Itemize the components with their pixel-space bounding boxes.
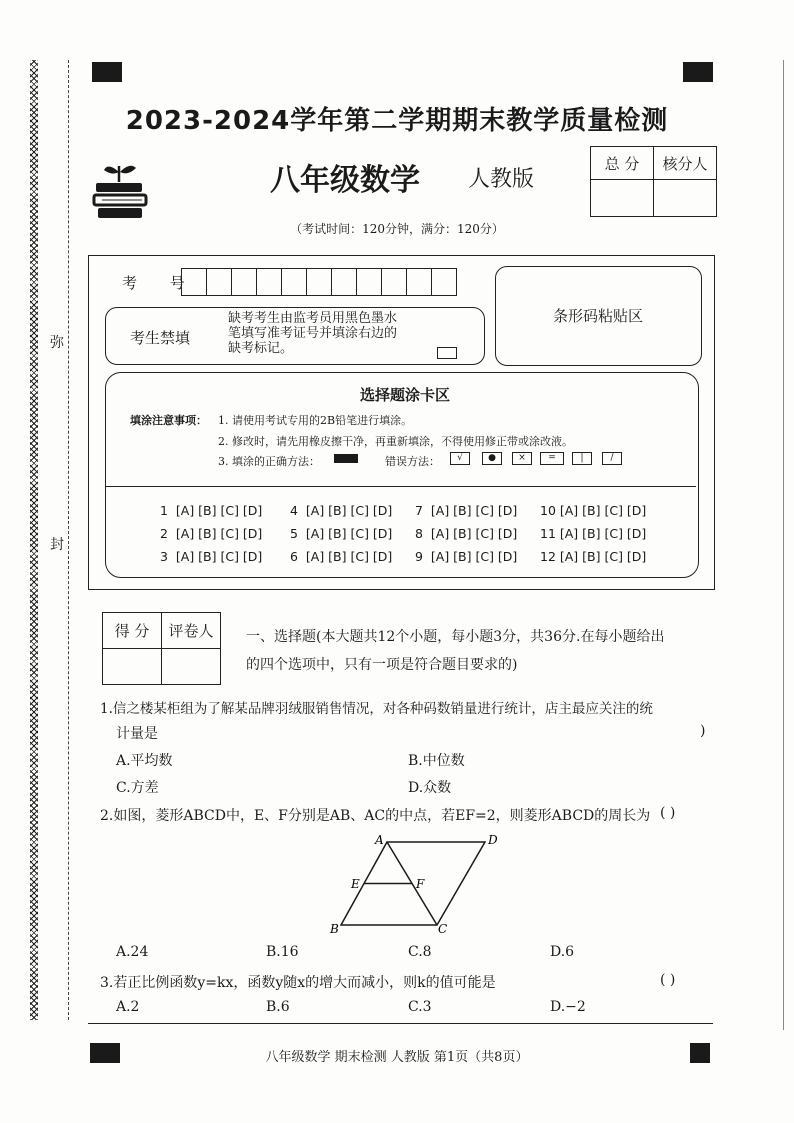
wrong-method-label: 错误方法： (385, 455, 440, 468)
question-2-option-b: B.16 (266, 944, 299, 960)
wrong-mark-slash: / (602, 452, 622, 465)
exam-number-digit[interactable] (331, 268, 357, 296)
mc-answer-row-12[interactable]: 12 [A] [B] [C] [D] (540, 549, 647, 564)
mc-answer-row-2[interactable]: 2 [A] [B] [C] [D] (160, 526, 263, 541)
mc-answer-row-11[interactable]: 11 [A] [B] [C] [D] (540, 526, 647, 541)
section-score-header: 得 分 (103, 613, 162, 649)
question-2-answer-paren[interactable]: ( ) (660, 805, 676, 821)
vertex-label-d: D (488, 833, 498, 847)
section-grader-header: 评卷人 (162, 613, 221, 649)
vertex-label-a: A (375, 833, 384, 847)
section-1-heading-line-1: 一、选择题(本大题共12个小题，每小题3分，共36分.在每小题给出 (246, 629, 665, 645)
mc-answer-row-10[interactable]: 10 [A] [B] [C] [D] (540, 503, 647, 518)
exam-time-note: （考试时间：120分钟，满分：120分） (290, 222, 504, 236)
exam-number-digit[interactable] (306, 268, 332, 296)
exam-number-digit[interactable] (181, 268, 207, 296)
right-edge-line (783, 60, 784, 1030)
question-2-option-c: C.8 (408, 944, 432, 960)
section-1-heading-line-2: 的四个选项中，只有一项是符合题目要求的) (246, 657, 518, 673)
point-label-e: E (351, 877, 360, 891)
registration-mark-top-left (92, 62, 122, 82)
mc-card-title: 选择题涂卡区 (359, 386, 450, 404)
question-1-line-1: 1.信之楼某柜组为了解某品牌羽绒服销售情况，对各种码数销量进行统计，店主最应关注的统 (100, 701, 653, 717)
barcode-label: 条形码粘贴区 (552, 307, 643, 325)
forbidden-label: 考生禁填 (130, 329, 191, 347)
forbidden-instructions: 缺考考生由监考员用黑色墨水 笔填写准考证号并填涂右边的 缺考标记。 (228, 311, 398, 356)
notes-label: 填涂注意事项： (130, 414, 207, 427)
question-1-option-d: D.众数 (408, 780, 452, 796)
question-2-line-1: 2.如图，菱形ABCD中，E、F分别是AB、AC的中点，若EF=2，则菱形ABCD的周长为 (100, 808, 651, 824)
mc-answer-row-5[interactable]: 5 [A] [B] [C] [D] (290, 526, 393, 541)
mc-answer-row-3[interactable]: 3 [A] [B] [C] [D] (160, 549, 263, 564)
wrong-mark-dot: ● (482, 452, 502, 465)
question-3-option-d: D.−2 (550, 999, 586, 1015)
exam-number-boxes[interactable] (182, 268, 457, 296)
seal-mark-2: 封 (50, 532, 64, 556)
section-score-cell[interactable] (103, 649, 162, 685)
point-label-f: F (416, 877, 425, 891)
exam-title: 2023-2024学年第二学期期末教学质量检测 (125, 106, 669, 136)
section-grader-cell[interactable] (162, 649, 221, 685)
wrong-mark-lines: = (540, 452, 564, 465)
wrong-mark-cross: × (512, 452, 532, 465)
question-3-option-c: C.3 (408, 999, 432, 1015)
question-1-option-c: C.方差 (116, 780, 159, 796)
question-2-option-a: A.24 (116, 944, 149, 960)
question-1-line-2: 计量是 (116, 726, 158, 742)
exam-number-digit[interactable] (281, 268, 307, 296)
exam-number-digit[interactable] (231, 268, 257, 296)
question-3-option-b: B.6 (266, 999, 290, 1015)
question-1-option-a: A.平均数 (116, 753, 173, 769)
exam-number-digit[interactable] (381, 268, 407, 296)
total-score-header: 总 分 (591, 147, 654, 180)
question-2-option-d: D.6 (550, 944, 575, 960)
total-score-cell[interactable] (591, 180, 654, 217)
wrong-mark-bar: | (572, 452, 592, 465)
section-grader-table (102, 612, 221, 685)
footer-rule (88, 1023, 713, 1024)
rhombus-figure (325, 830, 505, 940)
correct-fill-sample (334, 454, 358, 463)
exam-number-digit[interactable] (406, 268, 432, 296)
question-3-answer-paren[interactable]: ( ) (660, 972, 676, 988)
checker-cell[interactable] (654, 180, 717, 217)
binding-border (30, 60, 38, 1020)
exam-number-digit[interactable] (256, 268, 282, 296)
mc-answer-row-1[interactable]: 1 [A] [B] [C] [D] (160, 503, 263, 518)
edition-label: 人教版 (468, 167, 535, 192)
total-score-table (590, 146, 717, 217)
question-3-option-a: A.2 (116, 999, 140, 1015)
vertex-label-b: B (330, 922, 339, 936)
exam-number-digit[interactable] (356, 268, 382, 296)
exam-number-label: 考 号 (122, 274, 199, 292)
note-1: 1. 请使用考试专用的2B铅笔进行填涂。 (218, 414, 413, 427)
absent-mark-box[interactable] (437, 347, 457, 359)
book-plant-icon (92, 160, 150, 222)
mc-answer-row-6[interactable]: 6 [A] [B] [C] [D] (290, 549, 393, 564)
seal-line (68, 60, 69, 1020)
mc-answer-row-9[interactable]: 9 [A] [B] [C] [D] (415, 549, 518, 564)
mc-answer-row-4[interactable]: 4 [A] [B] [C] [D] (290, 503, 393, 518)
mc-card-divider (106, 486, 696, 487)
question-1-option-b: B.中位数 (408, 753, 465, 769)
note-3: 3. 填涂的正确方法： (218, 455, 320, 468)
checker-header: 核分人 (654, 147, 717, 180)
exam-number-digit[interactable] (206, 268, 232, 296)
vertex-label-c: C (438, 922, 448, 936)
exam-number-digit[interactable] (431, 268, 457, 296)
subject-title: 八年级数学 (270, 163, 420, 198)
mc-answer-row-8[interactable]: 8 [A] [B] [C] [D] (415, 526, 518, 541)
note-2: 2. 修改时，请先用橡皮擦干净，再重新填涂，不得使用修正带或涂改液。 (218, 435, 573, 448)
question-1-answer-paren[interactable]: ) (700, 723, 706, 739)
question-3-line-1: 3.若正比例函数y=kx，函数y随x的增大而减小，则k的值可能是 (100, 975, 496, 991)
wrong-mark-check: √ (450, 452, 470, 465)
registration-mark-top-right (683, 62, 713, 82)
seal-mark-1: 弥 (50, 330, 64, 354)
page-footer: 八年级数学 期末检测 人教版 第1页（共8页） (265, 1050, 529, 1065)
mc-answer-row-7[interactable]: 7 [A] [B] [C] [D] (415, 503, 518, 518)
